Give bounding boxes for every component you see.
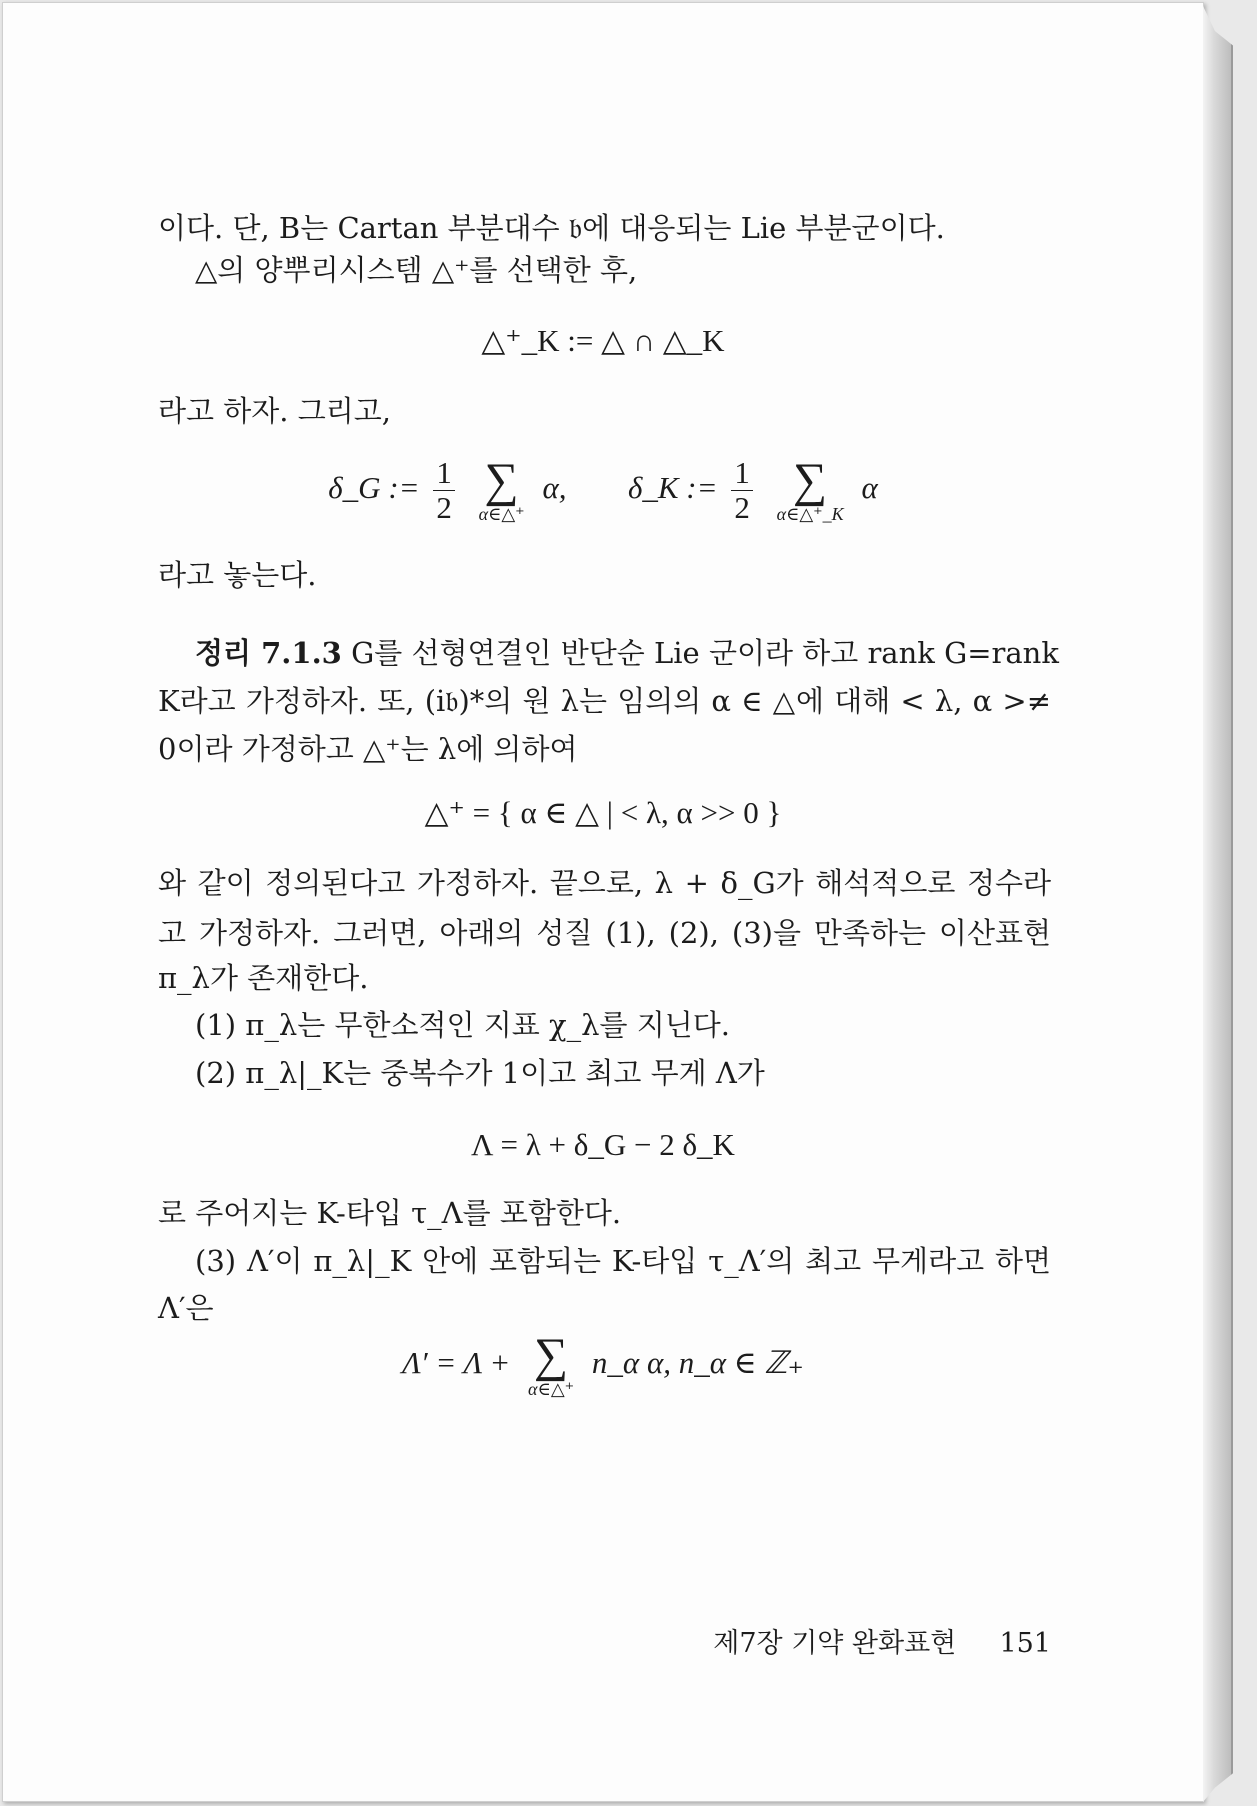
fraction-denominator: 2 (734, 490, 750, 526)
equation-positive-roots-k: △⁺_K := △ ∩ △_K (481, 323, 725, 358)
summation-1 (478, 453, 525, 524)
eq5-lhs: Λ′ = Λ + (402, 1345, 511, 1380)
text-line-2: △의 양뿌리시스템 △⁺를 선택한 후, (195, 253, 638, 287)
sum-symbol: ∑ (484, 453, 519, 507)
delta-g-lhs: δ_G := (328, 470, 420, 505)
summation-3 (528, 1328, 575, 1399)
fraction-half-1 (433, 456, 455, 525)
theorem-line-1-text: G를 선형연결인 반단순 Lie 군이라 하고 rank G=rank (351, 636, 1059, 670)
sum-symbol: ∑ (793, 453, 828, 507)
theorem-line-4: 와 같이 정의된다고 가정하자. 끝으로, λ + δ_G가 해석적으로 정수라 (158, 866, 1051, 900)
text-line-3: 라고 하자. 그리고, (158, 394, 391, 428)
page-footer (713, 1621, 1051, 1660)
fraction-numerator: 1 (731, 456, 753, 491)
text-line-1: 이다. 단, B는 Cartan 부분대수 𝔟에 대응되는 Lie 부분군이다. (158, 211, 945, 245)
text-line-4: 라고 놓는다. (158, 558, 317, 592)
theorem-line-6: π_λ가 존재한다. (158, 961, 369, 995)
equation-delta-definitions (3, 443, 1203, 533)
delta-k-lhs: δ_K := (627, 470, 718, 505)
sum-symbol: ∑ (534, 1328, 569, 1382)
fraction-denominator: 2 (436, 490, 452, 526)
property-2: (2) π_λ|_K는 중복수가 1이고 최고 무게 Λ가 (195, 1056, 765, 1090)
summand-1: α, (542, 470, 567, 505)
summand-2: α (861, 470, 878, 505)
property-2-continued: 로 주어지는 K-타입 τ_Λ를 포함한다. (158, 1196, 622, 1230)
fraction-numerator: 1 (433, 456, 455, 491)
theorem-line-5: 고 가정하자. 그러면, 아래의 성질 (1), (2), (3)을 만족하는 이산표현 (158, 916, 1051, 950)
sum-subscript: α∈△⁺ (528, 1378, 575, 1399)
sum-subscript: α∈△⁺_K (776, 503, 844, 524)
eq5-rhs: n_α α, n_α ∈ ℤ₊ (591, 1345, 804, 1380)
equation-positive-roots: △⁺ = { α ∈ △ | < λ, α >> 0 } (424, 795, 782, 830)
chapter-title: 제7장 기약 완화표현 (713, 1628, 957, 1659)
fraction-half-2 (731, 456, 753, 525)
page-stack-edge (1203, 6, 1233, 1802)
theorem-line-2: K라고 가정하자. 또, (i𝔟)*의 원 λ는 임의의 α ∈ △에 대해 < λ, α >≠ (158, 684, 1051, 718)
theorem-label: 정리 7.1.3 (195, 636, 342, 670)
summation-2 (776, 453, 844, 524)
theorem-line-1 (195, 633, 1059, 673)
equation-highest-weight: Λ = λ + δ_G − 2 δ_K (471, 1127, 735, 1162)
property-1: (1) π_λ는 무한소적인 지표 χ_λ를 지닌다. (195, 1008, 730, 1042)
theorem-line-3: 0이라 가정하고 △⁺는 λ에 의하여 (158, 732, 578, 766)
sum-subscript: α∈△⁺ (478, 503, 525, 524)
equation-weight-sum (3, 1323, 1203, 1403)
book-page (2, 2, 1204, 1802)
property-3-continued: Λ′은 (158, 1291, 214, 1325)
property-3: (3) Λ′이 π_λ|_K 안에 포함되는 K-타입 τ_Λ′의 최고 무게라고 하면 (195, 1244, 1051, 1278)
page-number: 151 (999, 1628, 1051, 1659)
